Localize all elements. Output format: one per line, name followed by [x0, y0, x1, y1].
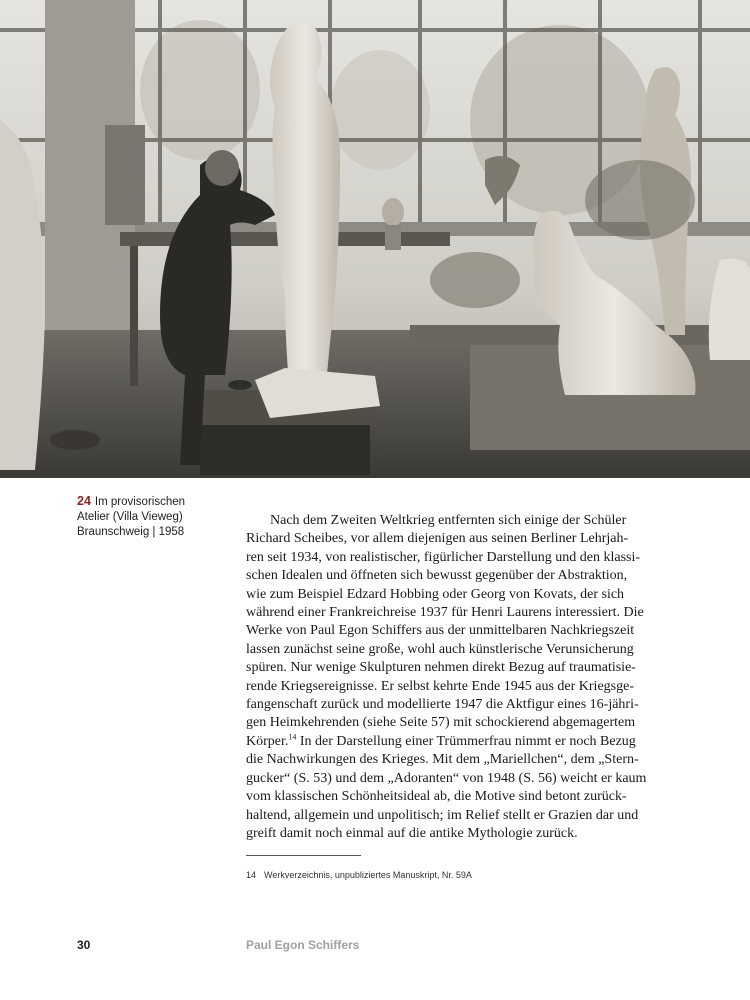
text-line: Richard Scheibes, vor allem diejenigen aus seinen Berliner Lehrjah-	[246, 531, 629, 547]
caption-line: Braunschweig | 1958	[77, 526, 185, 538]
figure-number: 24	[77, 494, 91, 508]
studio-photograph	[0, 0, 750, 478]
text-line: vom klassischen Schönheitsideal ab, die Motive sind betont zurück-	[246, 789, 627, 805]
text-line: ren seit 1934, von realistischer, figürlicher Darstellung und den klassi-	[246, 549, 641, 565]
page-number: 30	[77, 938, 91, 952]
caption-line: Atelier (Villa Vieweg)	[77, 511, 183, 523]
text-line: rende Kriegsereignisse. Er selbst kehrte Ende 1945 aus der Kriegsge-	[246, 678, 634, 694]
text-line: wie zum Beispiel Edzard Hobbing oder Georg von Kovats, der sich	[246, 586, 625, 602]
caption-line: 24 Im provisorischen	[77, 494, 186, 508]
text-line: gucker“ (S. 53) und dem „Adoranten“ von 1948 (S. 56) weicht er kaum	[246, 770, 647, 786]
text-line: spüren. Nur wenige Skulpturen nehmen direkt Bezug auf traumatisie-	[246, 660, 636, 676]
text-line: Nach dem Zweiten Weltkrieg entfernten sich einige der Schüler	[270, 513, 627, 528]
footnote-reference: 14	[288, 732, 297, 742]
figure-caption	[77, 494, 227, 540]
footnote-divider	[246, 855, 361, 856]
text-line: Werke von Paul Egon Schiffers aus der unmittelbaren Nachkriegszeit	[246, 623, 635, 639]
text-line: die Nachwirkungen des Krieges. Mit dem „Mariellchen“, dem „Stern-	[246, 752, 639, 768]
footnote-number: 14	[246, 870, 257, 880]
text-line: gen Heimkehrenden (siehe Seite 57) mit schockierend abgemagertem	[246, 715, 636, 731]
text-line: schen Idealen und öffneten sich bewusst gegenüber der Abstraktion,	[246, 568, 628, 584]
text-line: Körper.$^{14}$ In der Darstellung einer Trümmerfrau nimmt er noch Bezug	[246, 732, 636, 749]
text-line: fangenschaft zurück und modellierte 1947 die Aktfigur eines 16-jähri-	[246, 697, 639, 713]
text-line: während einer Frankreichreise 1937 für Henri Laurens interessiert. Die	[246, 605, 644, 621]
body-paragraph	[246, 512, 656, 843]
text-line: lassen zunächst seine große, wohl auch künstlerische Verunsicherung	[246, 641, 634, 657]
text-line: haltend, allgemein und unpolitisch; im Relief stellt er Grazien dar und	[246, 807, 639, 823]
text-line: greift damit noch einmal auf die antike Mythologie zurück.	[246, 825, 578, 841]
running-title: Paul Egon Schiffers	[246, 938, 360, 952]
footnote	[246, 870, 472, 880]
footnote-text: Werkverzeichnis, unpubliziertes Manuskript, Nr. 59A	[264, 870, 472, 880]
